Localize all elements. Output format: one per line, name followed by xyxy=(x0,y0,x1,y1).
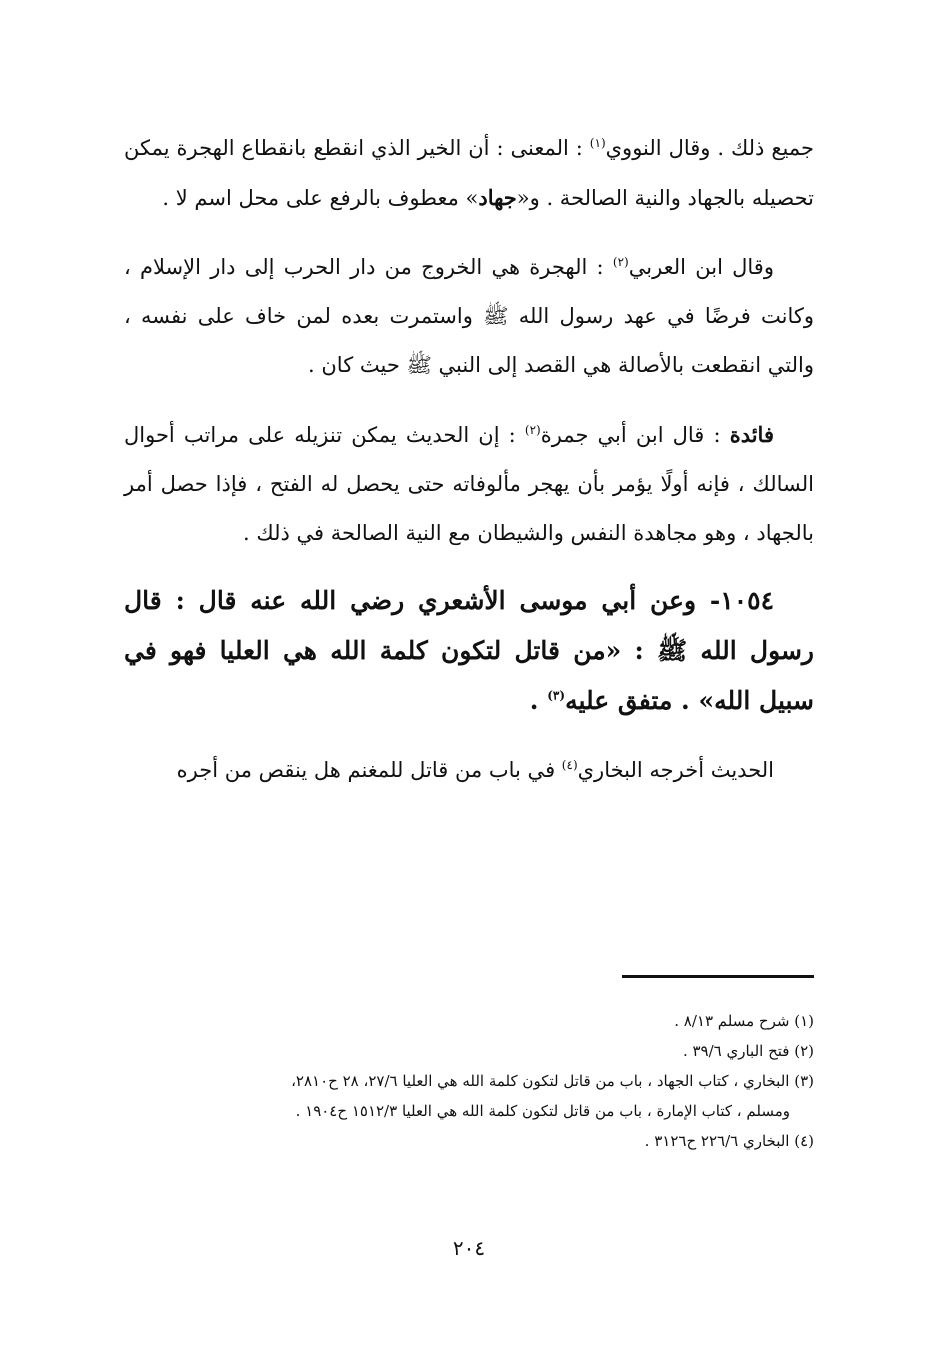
hadith-1054 xyxy=(124,576,814,726)
paragraph-text: : الهجرة هي الخروج من دار الحرب إلى دار الإسلام ، وكانت فرضًا في عهد رسول الله ﷺ واستمرت بعده لمن خاف على نفسه ، والتي انقطعت بالأصالة هي القصد إلى النبي ﷺ حيث كان . xyxy=(124,255,814,377)
footnote-2: (٢) فتح الباري ٣٩/٦ . xyxy=(682,1042,814,1060)
footnote-3: (٣) البخاري ، كتاب الجهاد ، باب من قاتل لتكون كلمة الله هي العليا ٢٧/٦، ٢٨ ح٢٨١٠، xyxy=(291,1072,814,1090)
paragraph-faida xyxy=(124,410,814,558)
page-number: ٢٠٤ xyxy=(452,1236,486,1260)
paragraph-text: : إن الحديث يمكن تنزيله على مراتب أحوال السالك ، فإنه أولًا يؤمر بأن يهجر مألوفاته حتى يحصل له الفتح ، فإذا حصل أمر بالجهاد ، وهو مجاهدة النفس والشيطان مع النية الصالحة في ذلك . xyxy=(124,423,814,545)
paragraph-takhrij xyxy=(124,746,814,795)
paragraph-text: وقال ابن العربي xyxy=(628,255,774,279)
footnote-4: (٤) البخاري ٢٢٦/٦ ح٣١٢٦ . xyxy=(644,1132,814,1150)
paragraph-text: » معطوف بالرفع على محل اسم لا . xyxy=(162,186,479,210)
footnote-ref[interactable]: (٣) xyxy=(547,688,566,703)
paragraph-nawawi xyxy=(124,124,814,223)
bold-term: جهاد xyxy=(478,185,517,210)
footnote-3-continued: ومسلم ، كتاب الإمارة ، باب من قاتل لتكون كلمة الله هي العليا ١٥١٢/٣ ح١٩٠٤ . xyxy=(295,1102,790,1120)
hadith-text: ١٠٥٤- وعن أبي موسى الأشعري رضي الله عنه قال : قال رسول الله ﷺ : «من قاتل لتكون كلمة الله هي العليا فهو في سبيل الله» . متفق عليه xyxy=(124,586,814,715)
footnote-ref[interactable]: (١) xyxy=(589,136,606,150)
footnote-ref[interactable]: (٢) xyxy=(524,423,541,437)
footnotes xyxy=(124,1006,814,1156)
paragraph-ibn-arabi xyxy=(124,243,814,390)
footnote-ref[interactable]: (٤) xyxy=(561,758,578,772)
faida-label: فائدة xyxy=(729,422,774,447)
paragraph-text: في باب من قاتل للمغنم هل ينقص من أجره xyxy=(176,758,556,782)
footnote-ref[interactable]: (٢) xyxy=(612,255,629,269)
main-text xyxy=(124,124,814,795)
hadith-end: . xyxy=(529,686,539,715)
footnote-1: (١) شرح مسلم ٨/١٣ . xyxy=(674,1012,814,1030)
footnote-separator xyxy=(622,975,814,978)
paragraph-text: : المعنى : أن الخير الذي انقطع بانقطاع الهجرة يمكن تحصيله بالجهاد والنية الصالحة . و« xyxy=(124,136,814,210)
paragraph-text: : قال ابن أبي جمرة xyxy=(540,423,721,447)
paragraph-text: الحديث أخرجه البخاري xyxy=(577,758,774,782)
paragraph-text: جميع ذلك . وقال النووي xyxy=(605,136,814,160)
